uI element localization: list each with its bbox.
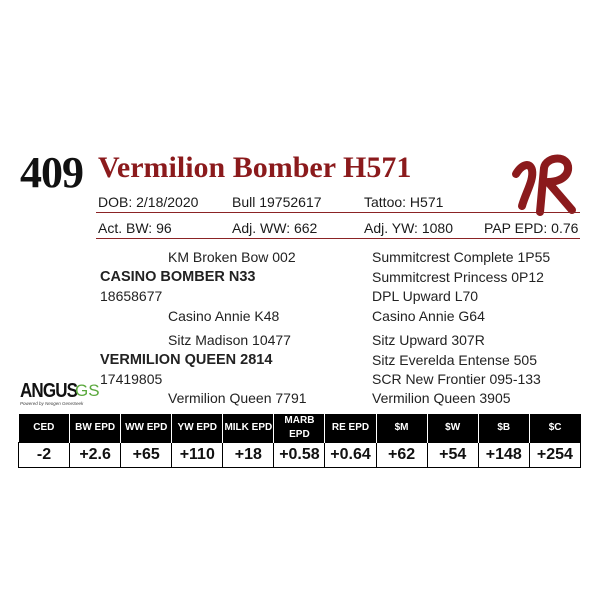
adjusted-weaning-weight: Adj. WW: 662: [232, 220, 318, 236]
epd-value-milk: +18: [223, 443, 274, 468]
divider-bottom: [96, 238, 580, 239]
pedigree-right-8: Vermilion Queen 3905: [372, 390, 511, 406]
epd-value-row: [19, 443, 581, 468]
pedigree-right-2: Summitcrest Princess 0P12: [372, 269, 544, 285]
angus-logo-text: ANGUS: [20, 380, 78, 402]
pedigree-right-7: SCR New Frontier 095-133: [372, 371, 541, 387]
gs-logo-text: GS: [75, 381, 100, 400]
pedigree-right-1: Summitcrest Complete 1P55: [372, 249, 551, 265]
sire-sire: KM Broken Bow 002: [168, 249, 296, 265]
bull-registration: Bull 19752617: [232, 194, 322, 210]
pedigree-right-3: DPL Upward L70: [372, 288, 479, 304]
actual-birth-weight: Act. BW: 96: [98, 220, 172, 236]
epd-value-marb: +0.58: [274, 443, 325, 468]
epd-header-c: $C: [529, 414, 580, 443]
epd-value-bw: +2.6: [70, 443, 121, 468]
epd-value-w: +54: [427, 443, 478, 468]
epd-header-row: [19, 414, 581, 443]
dam-registration: 17419805: [100, 371, 163, 387]
epd-value-yw: +110: [172, 443, 223, 468]
dam-sire: Sitz Madison 10477: [168, 332, 291, 348]
lot-number: 409: [20, 148, 83, 197]
epd-table: [18, 414, 581, 468]
epd-header-marb: MARB EPD: [274, 414, 325, 443]
epd-value-ww: +65: [121, 443, 172, 468]
pedigree-right-4: Casino Annie G64: [372, 308, 485, 324]
angus-logo-tagline: Powered by Neogen GeneSeek: [20, 401, 84, 406]
pap-epd: PAP EPD: 0.76: [484, 220, 579, 236]
adjusted-yearling-weight: Adj. YW: 1080: [364, 220, 453, 236]
epd-value-b: +148: [478, 443, 529, 468]
sire-registration: 18658677: [100, 288, 163, 304]
pedigree-right-5: Sitz Upward 307R: [372, 332, 485, 348]
epd-header-m: $M: [376, 414, 427, 443]
epd-header-bw: BW EPD: [70, 414, 121, 443]
epd-value-c: +254: [529, 443, 580, 468]
epd-header-re: RE EPD: [325, 414, 376, 443]
dam: VERMILION QUEEN 2814: [100, 352, 273, 368]
epd-header-ced: CED: [19, 414, 70, 443]
sire-dam: Casino Annie K48: [168, 308, 280, 324]
epd-header-b: $B: [478, 414, 529, 443]
sire: CASINO BOMBER N33: [100, 269, 256, 285]
epd-value-ced: -2: [19, 443, 70, 468]
tattoo: Tattoo: H571: [364, 194, 444, 210]
epd-header-ww: WW EPD: [121, 414, 172, 443]
epd-header-milk: MILK EPD: [223, 414, 274, 443]
angus-gs-logo: [20, 380, 100, 416]
dob: DOB: 2/18/2020: [98, 194, 199, 210]
epd-value-re: +0.64: [325, 443, 376, 468]
vr-brand-icon: [510, 146, 580, 216]
pedigree-right-6: Sitz Everelda Entense 505: [372, 352, 537, 368]
epd-header-w: $W: [427, 414, 478, 443]
animal-name: Vermilion Bomber H571: [98, 151, 412, 184]
dam-dam: Vermilion Queen 7791: [168, 390, 307, 406]
divider-top: [96, 212, 580, 213]
epd-value-m: +62: [376, 443, 427, 468]
epd-header-yw: YW EPD: [172, 414, 223, 443]
